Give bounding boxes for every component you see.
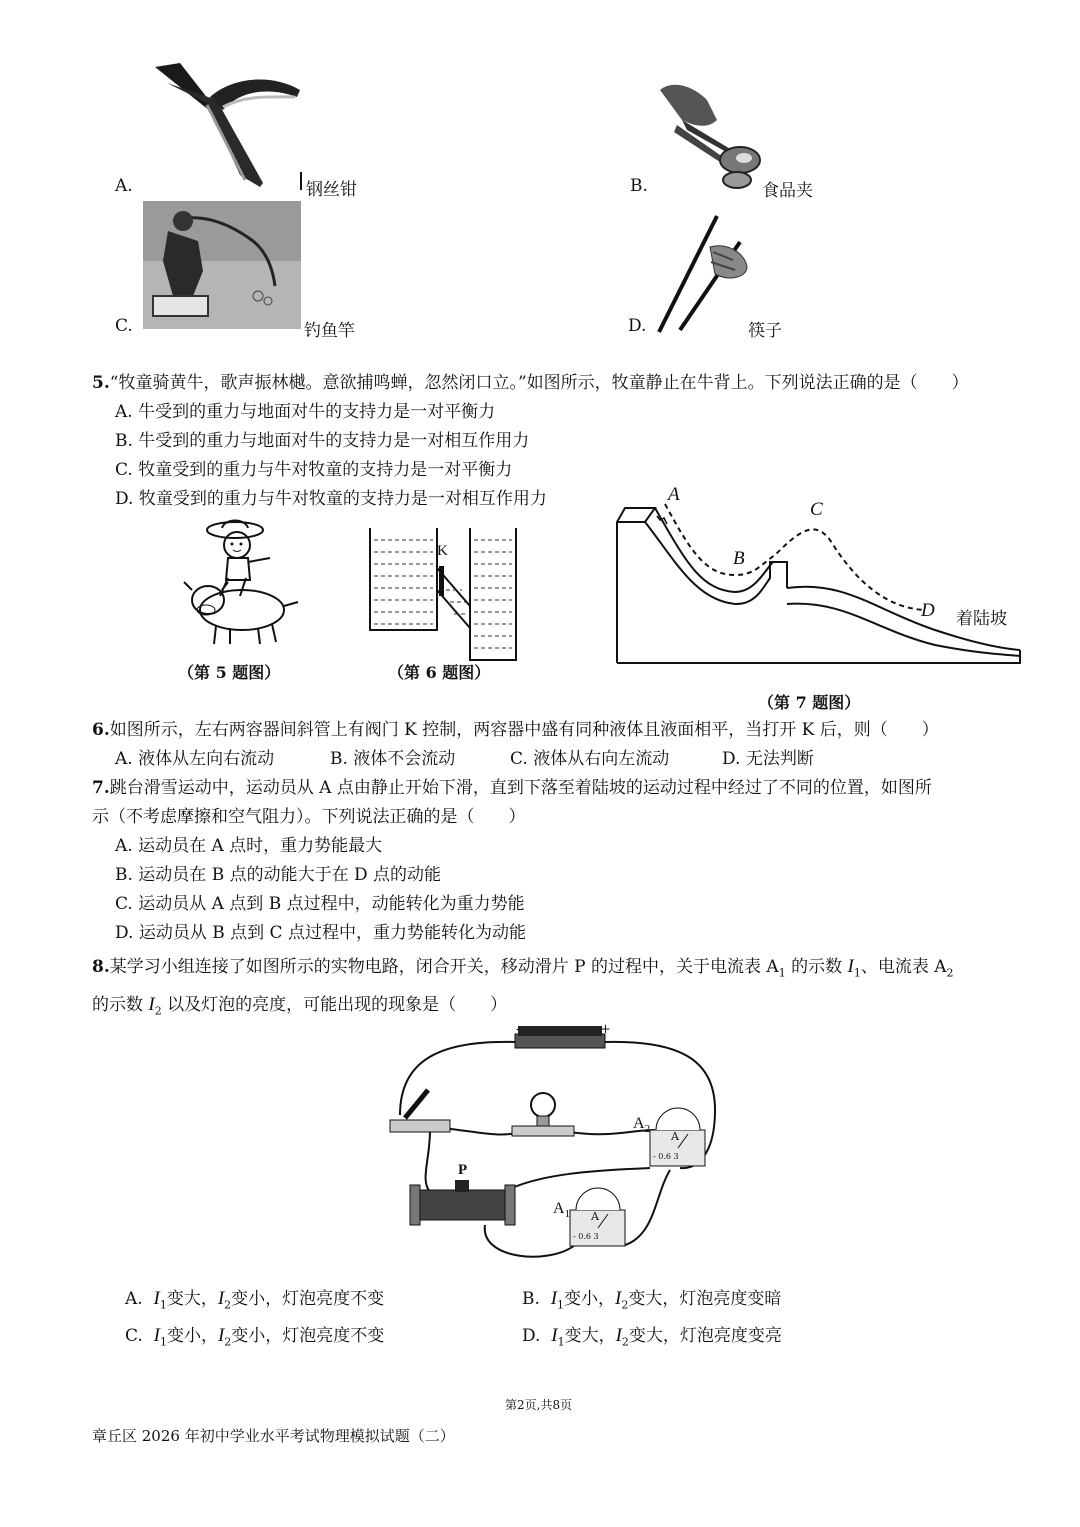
a1-sub: 1 <box>564 1208 571 1221</box>
fig7-ski-jump <box>615 500 1025 670</box>
q7-stem-text-1: 跳台滑雪运动中，运动员从 A 点由静止开始下滑，直到下落至着陆坡的运动过程中经过了不同的位置，如图所 <box>109 778 932 798</box>
ammeter-a2-face-label: A <box>671 1130 679 1143</box>
q8-b-t2: 变大，灯泡亮度变暗 <box>628 1289 782 1309</box>
q8-a-sub1: 1 <box>159 1298 167 1312</box>
q5-option-a: A. 牛受到的重力与地面对牛的支持力是一对平衡力 <box>115 402 496 422</box>
q8-d-t1: 变大， <box>564 1326 616 1346</box>
q8-a-i2: I <box>217 1288 225 1309</box>
food-tongs-image <box>652 80 762 195</box>
q6-stem <box>92 716 939 745</box>
q8-d-letter: D. <box>522 1326 541 1346</box>
fig7-caption: （第 7 题图） <box>758 693 861 712</box>
q8-b-i1: I <box>550 1288 558 1309</box>
q7-option-c: C. 运动员从 A 点到 B 点过程中，动能转化为重力势能 <box>115 894 525 914</box>
q8-sub-2a: 2 <box>946 966 954 980</box>
fig7-point-b: B <box>733 548 745 569</box>
q6-stem-text: 如图所示，左右两容器间斜管上有阀门 K 控制，两容器中盛有同种液体且液面相平，当打开 K 后，则（ ） <box>109 720 939 740</box>
q8-option-d <box>522 1321 782 1356</box>
q8-d-sub2: 2 <box>621 1335 629 1349</box>
q8-c-sub2: 2 <box>224 1335 232 1349</box>
q4-option-a-letter: A. <box>115 176 133 196</box>
a2-letter: A <box>633 1115 645 1132</box>
a2-sub: 2 <box>644 1123 651 1136</box>
ammeter-a2-scale: - 0.6 3 <box>653 1152 679 1161</box>
q8-d-sub1: 1 <box>557 1335 565 1349</box>
q8-stem-part1: 某学习小组连接了如图所示的实物电路，闭合开关，移动滑片 P 的过程中，关于电流表 A <box>109 957 779 977</box>
q5-stem-text: “牧童骑黄牛，歌声振林樾。意欲捕鸣蝉，忽然闭口立。”如图所示，牧童静止在牛背上。下列说法正确的是（ ） <box>109 373 969 393</box>
q8-c-i1: I <box>153 1325 160 1346</box>
q5-option-d: D. 牧童受到的重力与牛对牧童的支持力是一对相互作用力 <box>115 489 547 509</box>
q8-sub-1a: 1 <box>778 966 786 980</box>
fig7-point-d: D <box>921 600 935 621</box>
ammeter-a1-scale: - 0.6 3 <box>573 1232 599 1241</box>
q5-number: 5. <box>92 373 110 393</box>
q6-option-b: B. 液体不会流动 <box>330 749 456 769</box>
q6-option-c: C. 液体从右向左流动 <box>510 749 670 769</box>
q7-number: 7. <box>92 778 110 798</box>
q8-d-t2: 变大，灯泡亮度变亮 <box>628 1326 782 1346</box>
q5-option-c: C. 牧童受到的重力与牛对牧童的支持力是一对平衡力 <box>115 460 513 480</box>
pliers-image <box>145 55 305 190</box>
q8-circuit <box>380 1020 720 1270</box>
chopsticks-image <box>655 212 750 334</box>
q8-b-letter: B. <box>522 1289 540 1309</box>
q8-option-a <box>125 1284 384 1319</box>
q6-number: 6. <box>92 720 110 740</box>
q5-option-b: B. 牛受到的重力与地面对牛的支持力是一对相互作用力 <box>115 431 530 451</box>
q5-stem <box>92 369 969 398</box>
q7-option-b: B. 运动员在 B 点的动能大于在 D 点的动能 <box>115 865 442 885</box>
q7-stem-line2: 示（不考虑摩擦和空气阻力）。下列说法正确的是（ ） <box>92 807 526 827</box>
q8-b-sub2: 2 <box>621 1298 629 1312</box>
q8-c-t2: 变小，灯泡亮度不变 <box>231 1326 385 1346</box>
q8-stem-line1 <box>92 952 954 987</box>
q8-a-sub2: 2 <box>224 1298 232 1312</box>
q8-option-c <box>125 1321 384 1356</box>
q8-sub-2b: 2 <box>154 1004 162 1018</box>
fig6-caption: （第 6 题图） <box>388 663 491 682</box>
fishing-rod-image <box>143 201 301 329</box>
q8-stem-part2: 的示数 <box>785 957 848 977</box>
q8-stem-part3: 、电流表 A <box>860 957 947 977</box>
q4-option-b-label: 食品夹 <box>762 181 813 201</box>
q8-a-t2: 变小，灯泡亮度不变 <box>231 1289 385 1309</box>
page-number: 第2页,共8页 <box>505 1398 573 1412</box>
q7-stem-line1 <box>92 774 932 803</box>
q8-a-t1: 变大， <box>166 1289 218 1309</box>
a1-letter: A <box>553 1200 565 1217</box>
q8-number: 8. <box>92 957 110 977</box>
fig7-point-a: A <box>668 484 680 505</box>
slider-p-label: P <box>458 1162 468 1178</box>
divider-mark <box>300 172 302 190</box>
fig6-valve-label: K <box>437 543 448 559</box>
fig5-boy-on-cow <box>180 518 305 648</box>
q4-option-c-label: 钓鱼竿 <box>304 321 355 341</box>
q8-a-i1: I <box>153 1288 160 1309</box>
q4-option-d-label: 筷子 <box>748 321 782 341</box>
q8-d-i1: I <box>551 1325 558 1346</box>
battery-plus-label: + <box>600 1022 611 1037</box>
q4-option-a-label: 钢丝钳 <box>306 180 357 200</box>
q8-c-letter: C. <box>125 1326 143 1346</box>
q7-option-a: A. 运动员在 A 点时，重力势能最大 <box>115 836 383 856</box>
q8-b-i2: I <box>615 1288 622 1309</box>
battery-minus-label: - <box>516 1022 521 1037</box>
q8-b-sub1: 1 <box>557 1298 565 1312</box>
q8-sub-1b: 1 <box>853 966 861 980</box>
exam-title-footer: 章丘区 2026 年初中学业水平考试物理模拟试题（二） <box>92 1427 455 1445</box>
q8-c-t1: 变小， <box>166 1326 218 1346</box>
q8-i1-symbol: I <box>847 956 854 977</box>
q8-d-i2: I <box>615 1325 622 1346</box>
q8-stem-part5: 以及灯泡的亮度，可能出现的现象是（ ） <box>161 995 508 1015</box>
q8-c-sub1: 1 <box>159 1335 167 1349</box>
q8-i2-symbol: I <box>148 994 155 1015</box>
q8-stem-part4: 的示数 <box>92 995 149 1015</box>
q4-option-d-letter: D. <box>628 316 647 336</box>
q6-option-d: D. 无法判断 <box>722 749 814 769</box>
ammeter-a1-face-label: A <box>591 1210 599 1223</box>
q8-c-i2: I <box>217 1325 225 1346</box>
q8-a-letter: A. <box>125 1289 143 1309</box>
q8-option-b <box>522 1284 781 1319</box>
q8-b-t1: 变小， <box>564 1289 616 1309</box>
ammeter-a1-label <box>553 1200 570 1220</box>
q4-option-c-letter: C. <box>115 316 133 336</box>
fig7-slope-label: 着陆坡 <box>956 609 1007 629</box>
q6-option-a: A. 液体从左向右流动 <box>115 749 275 769</box>
fig7-point-c: C <box>810 499 823 520</box>
fig5-caption: （第 5 题图） <box>178 663 281 682</box>
q4-option-b-letter: B. <box>630 176 648 196</box>
ammeter-a2-label <box>633 1115 650 1135</box>
q7-option-d: D. 运动员从 B 点到 C 点过程中，重力势能转化为动能 <box>115 923 526 943</box>
